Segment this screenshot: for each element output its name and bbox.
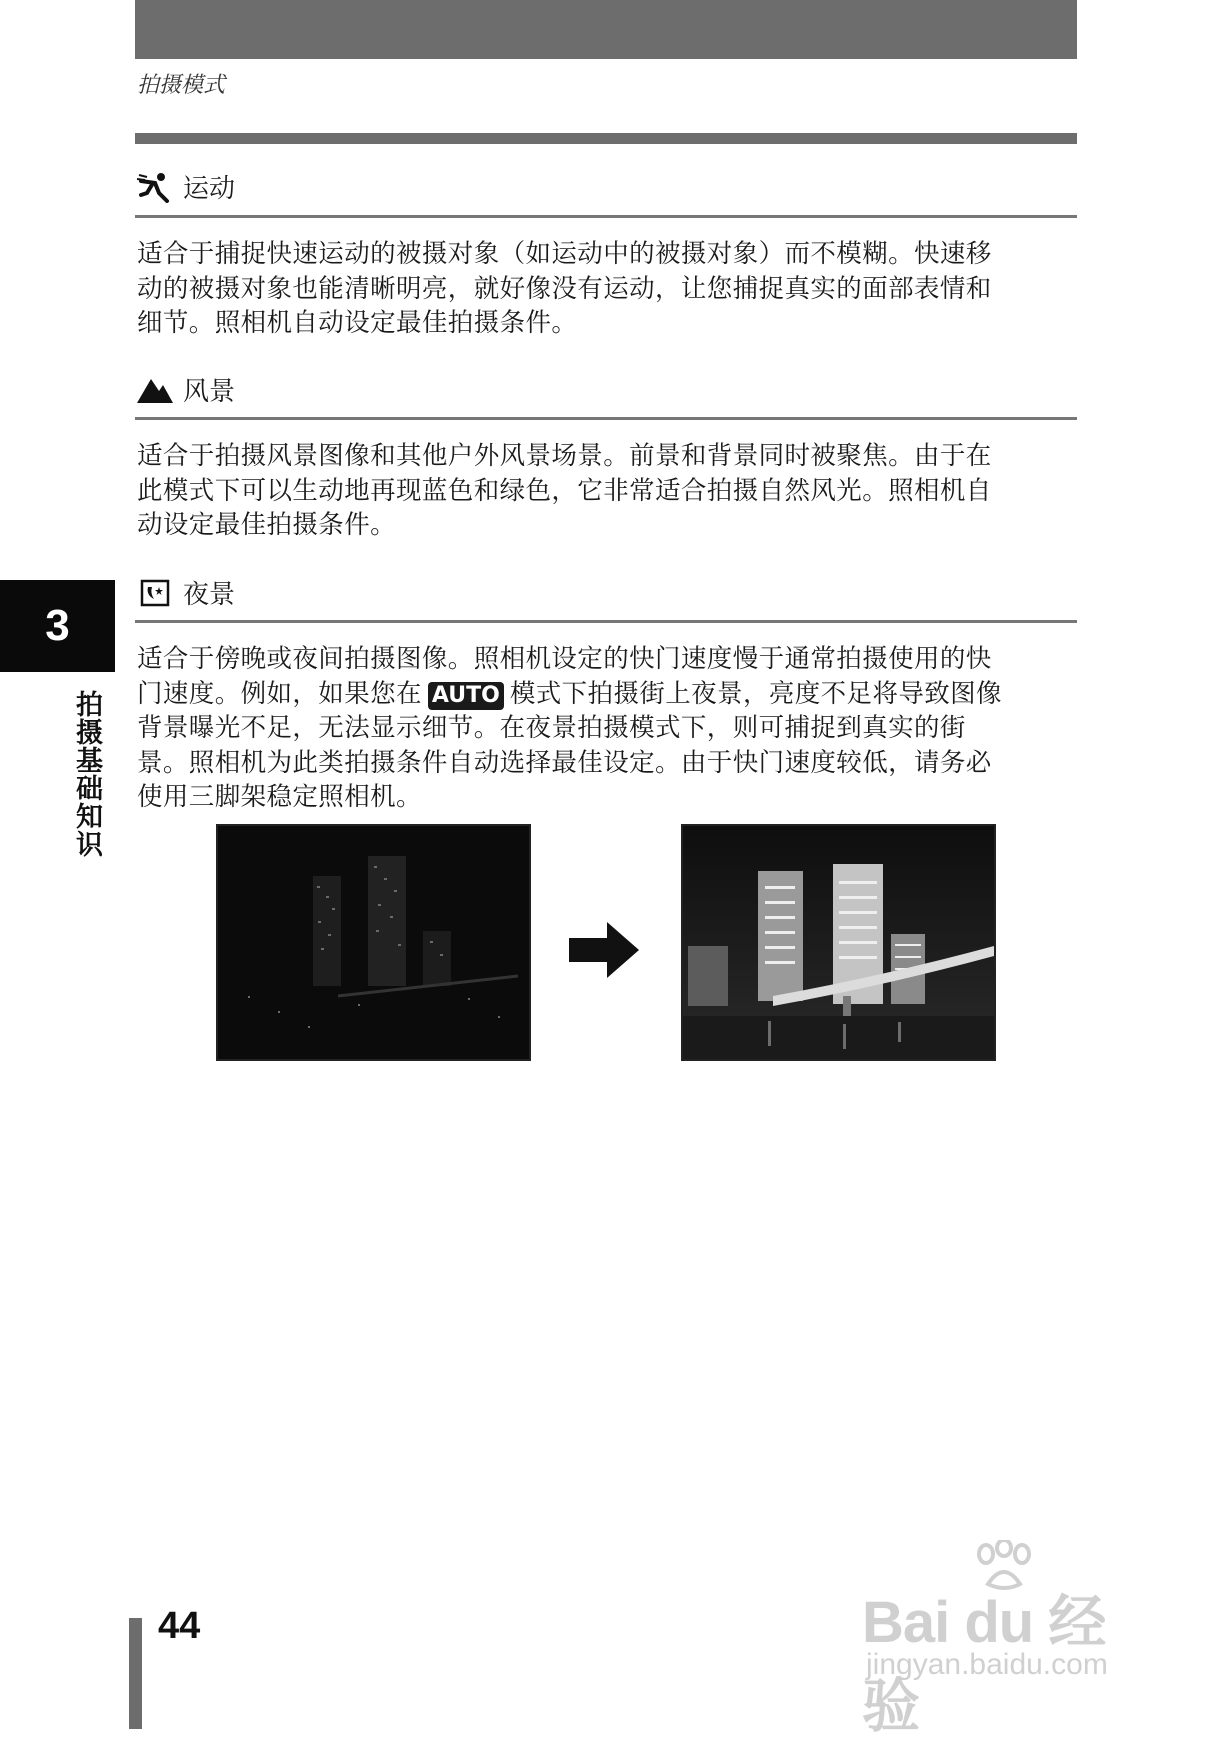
watermark-main: Bai du 经验 <box>862 1590 1106 1739</box>
header-rule <box>135 133 1077 144</box>
landscape-mode-icon <box>137 374 173 406</box>
landscape-description <box>137 439 1077 543</box>
section-rule <box>135 620 1077 623</box>
night-photo-after <box>681 824 996 1061</box>
section-title-night <box>137 574 235 611</box>
section-title-text: 风景 <box>183 377 236 407</box>
chapter-side-label: 拍摄基础知识 <box>71 690 102 858</box>
text-line: 适合于拍摄风景图像和其他户外风景场景。前景和背景同时被聚焦。由于在 <box>137 441 992 471</box>
section-title-landscape <box>137 371 235 408</box>
page-number-bar <box>129 1618 142 1729</box>
arrow-right-icon <box>569 922 639 982</box>
text-line: 动的被摄对象也能清晰明亮，就好像没有运动，让您捕捉真实的面部表情和 <box>137 273 992 304</box>
text-line: 背景曝光不足，无法显示细节。在夜景拍摄模式下，则可捕捉到真实的街 <box>137 713 966 743</box>
chapter-number-tab: 3 <box>0 580 115 672</box>
section-rule <box>135 417 1077 420</box>
night-photo-before <box>216 824 531 1061</box>
text-line: 适合于捕捉快速运动的被摄对象（如运动中的被摄对象）而不模糊。快速移 <box>137 239 992 269</box>
watermark-sub: jingyan.baidu.com <box>866 1648 1108 1681</box>
night-scene-mode-icon <box>137 577 173 609</box>
section-title-text: 夜景 <box>183 580 236 610</box>
header-bar <box>135 0 1077 59</box>
text-line: 模式下拍摄街上夜景，亮度不足将导致图像 <box>509 678 1002 709</box>
text-line: 门速度。例如，如果您在 <box>137 678 422 709</box>
text-line: 此模式下可以生动地再现蓝色和绿色，它非常适合拍摄自然风光。照相机自 <box>137 475 992 506</box>
text-line: 使用三脚架稳定照相机。 <box>137 782 422 812</box>
section-header-label: 拍摄模式 <box>137 73 226 98</box>
auto-mode-badge: AUTO <box>428 682 504 710</box>
text-line: 适合于傍晚或夜间拍摄图像。照相机设定的快门速度慢于通常拍摄使用的快 <box>137 644 992 674</box>
section-rule <box>135 215 1077 218</box>
section-title-sport <box>137 168 235 205</box>
text-line: 动设定最佳拍摄条件。 <box>137 510 397 540</box>
sport-description <box>137 237 1077 341</box>
text-line: 景。照相机为此类拍摄条件自动选择最佳设定。由于快门速度较低，请务必 <box>137 747 992 778</box>
page-number: 44 <box>158 1605 201 1647</box>
text-line: 细节。照相机自动设定最佳拍摄条件。 <box>137 308 578 338</box>
sport-mode-icon <box>137 171 173 203</box>
watermark <box>862 1540 1142 1739</box>
section-title-text: 运动 <box>183 174 236 204</box>
night-description <box>137 642 1077 815</box>
